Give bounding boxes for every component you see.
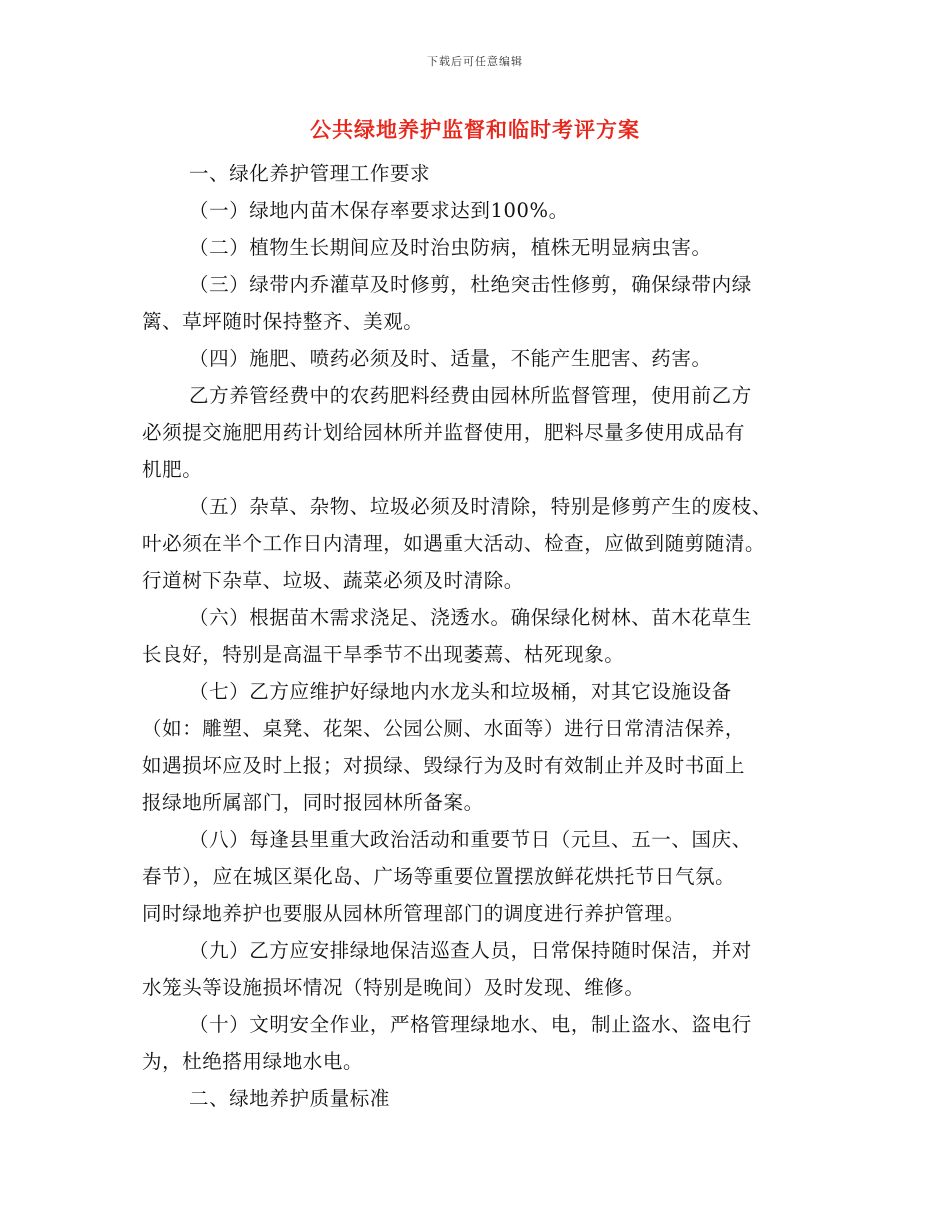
body-text-line: （九）乙方应安排绿地保洁巡查人员，日常保持随时保洁，并对 <box>189 939 752 962</box>
body-text-line: （七）乙方应维护好绿地内水龙头和垃圾桶，对其它设施设备 <box>189 680 732 703</box>
body-text-line: 叶必须在半个工作日内清理，如遇重大活动、检查，应做到随剪随清。 <box>142 532 766 555</box>
body-text-line: 水笼头等设施损坏情况（特别是晚间）及时发现、维修。 <box>142 976 645 999</box>
body-text-line: 必须提交施肥用药计划给园林所并监督使用，肥料尽量多使用成品有 <box>142 421 746 444</box>
body-text-line: 篱、草坪随时保持整齐、美观。 <box>142 310 424 333</box>
document-title: 公共绿地养护监督和临时考评方案 <box>310 117 640 142</box>
body-text-line: （二）植物生长期间应及时治虫防病，植株无明显病虫害。 <box>189 236 712 259</box>
document-body <box>142 155 812 1117</box>
body-text-line: 春节），应在城区渠化岛、广场等重要位置摆放鲜花烘托节日气氛。 <box>142 865 736 888</box>
body-text-line: （八）每逢县里重大政治活动和重要节日（元旦、五一、国庆、 <box>189 828 752 851</box>
body-text-line: 二、绿地养护质量标准 <box>189 1087 391 1110</box>
body-text-line: 报绿地所属部门，同时报园林所备案。 <box>142 791 484 814</box>
body-text-line: （五）杂草、杂物、垃圾必须及时清除，特别是修剪产生的废枝、 <box>189 495 772 518</box>
body-text-line: 行道树下杂草、垃圾、蔬菜必须及时清除。 <box>142 569 524 592</box>
body-text-line: 一、绿化养护管理工作要求 <box>189 162 431 185</box>
body-text-line: （六）根据苗木需求浇足、浇透水。确保绿化树林、苗木花草生 <box>189 606 752 629</box>
body-text-line: （三）绿带内乔灌草及时修剪，杜绝突击性修剪，确保绿带内绿 <box>189 273 752 296</box>
body-text-line: 如遇损坏应及时上报；对损绿、毁绿行为及时有效制止并及时书面上 <box>142 754 746 777</box>
page-header-note: 下载后可任意编辑 <box>427 55 523 68</box>
body-text-line: 为，杜绝搭用绿地水电。 <box>142 1050 364 1073</box>
body-text-line: 机肥。 <box>142 458 203 481</box>
body-text-line: 乙方养管经费中的农药肥料经费由园林所监督管理，使用前乙方 <box>189 384 752 407</box>
body-text-line: 长良好，特别是高温干旱季节不出现萎蔫、枯死现象。 <box>142 643 625 666</box>
body-text-line: 同时绿地养护也要服从园林所管理部门的调度进行养护管理。 <box>142 902 685 925</box>
body-text-line: （四）施肥、喷药必须及时、适量，不能产生肥害、药害。 <box>189 347 712 370</box>
body-text-line: （一）绿地内苗木保存率要求达到100%。 <box>189 199 569 222</box>
body-text-line: （十）文明安全作业，严格管理绿地水、电，制止盗水、盗电行 <box>189 1013 752 1036</box>
body-text-line: （如：雕塑、桌凳、花架、公园公厕、水面等）进行日常清洁保养， <box>142 717 746 740</box>
